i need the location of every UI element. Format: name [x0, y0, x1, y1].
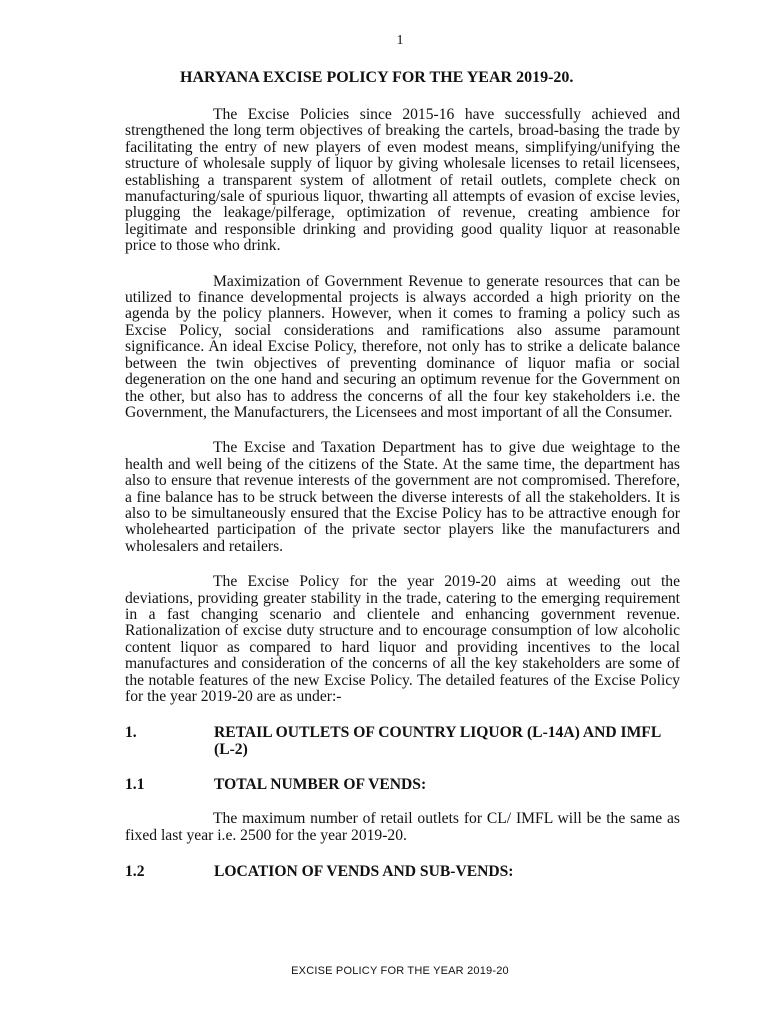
- paragraph-4: The Excise Policy for the year 2019-20 aims at weeding out the deviations, providing greater stability in the trade, catering to the emerging requirement in a fast changing scenario and clientele and enhancing government revenue. Rationalization of excise duty structure and to encourage consumption of low alcoholic content liquor as compared to hard liquor and providing incentives to the local manufactures and consideration of the concerns of all the key stakeholders are some of the notable features of the new Excise Policy. The detailed features of the Excise Policy for the year 2019-20 are as under:-: [125, 573, 680, 705]
- page-footer: EXCISE POLICY FOR THE YEAR 2019-20: [291, 965, 509, 977]
- section-title: TOTAL NUMBER OF VENDS:: [214, 776, 427, 794]
- paragraph-3: The Excise and Taxation Department has to give due weightage to the health and well being of the citizens of the State. At the same time, the department has also to ensure that revenue interests of the government are not compromised. Therefore, a fine balance has to be struck between the diverse interests of all the stakeholders. It is also to be simultaneously ensured that the Excise Policy has to be attractive enough for wholehearted participation of the private sector players like the manufacturers and wholesalers and retailers.: [125, 439, 680, 555]
- section-1-1-paragraph: The maximum number of retail outlets for CL/ IMFL will be the same as fixed last year i.e. 2500 for the year 2019-20.: [125, 810, 680, 844]
- section-title: LOCATION OF VENDS AND SUB-VENDS:: [214, 863, 514, 881]
- paragraph-1: The Excise Policies since 2015-16 have successfully achieved and strengthened the long term objectives of breaking the cartels, broad-basing the trade by facilitating the entry of new players of even modest means, simplifying/unifying the structure of wholesale supply of liquor by giving wholesale licenses to retail licensees, establishing a transparent system of allotment of retail outlets, complete check on manufacturing/sale of spurious liquor, thwarting all attempts of evasion of excise levies, plugging the leakage/pilferage, optimization of revenue, creating ambience for legitimate and responsible drinking and providing good quality liquor at reasonable price to those who drink.: [125, 106, 680, 255]
- section-title: RETAIL OUTLETS OF COUNTRY LIQUOR (L-14A) AND IMFL (L-2): [214, 724, 661, 759]
- section-number: 1.1: [125, 776, 145, 794]
- section-number: 1.2: [125, 863, 145, 881]
- paragraph-2: Maximization of Government Revenue to generate resources that can be utilized to finance developmental projects is always accorded a high priority on the agenda by the policy planners. However, when it comes to framing a policy such as Excise Policy, social considerations and ramifications also assume paramount significance. An ideal Excise Policy, therefore, not only has to strike a delicate balance between the twin objectives of preventing dominance of liquor mafia or social degeneration on the one hand and securing an optimum revenue for the Government on the other, but also has to address the concerns of all the four key stakeholders i.e. the Government, the Manufacturers, the Licensees and most important of all the Consumer.: [125, 272, 680, 421]
- document-title: HARYANA EXCISE POLICY FOR THE YEAR 2019-20.: [180, 69, 574, 86]
- document-body: [125, 68, 680, 898]
- section-heading-1-2: [125, 863, 680, 880]
- section-number: 1.: [125, 724, 137, 742]
- page-number: 1: [396, 33, 404, 48]
- section-heading-1: [125, 724, 680, 758]
- section-heading-1-1: [125, 776, 680, 793]
